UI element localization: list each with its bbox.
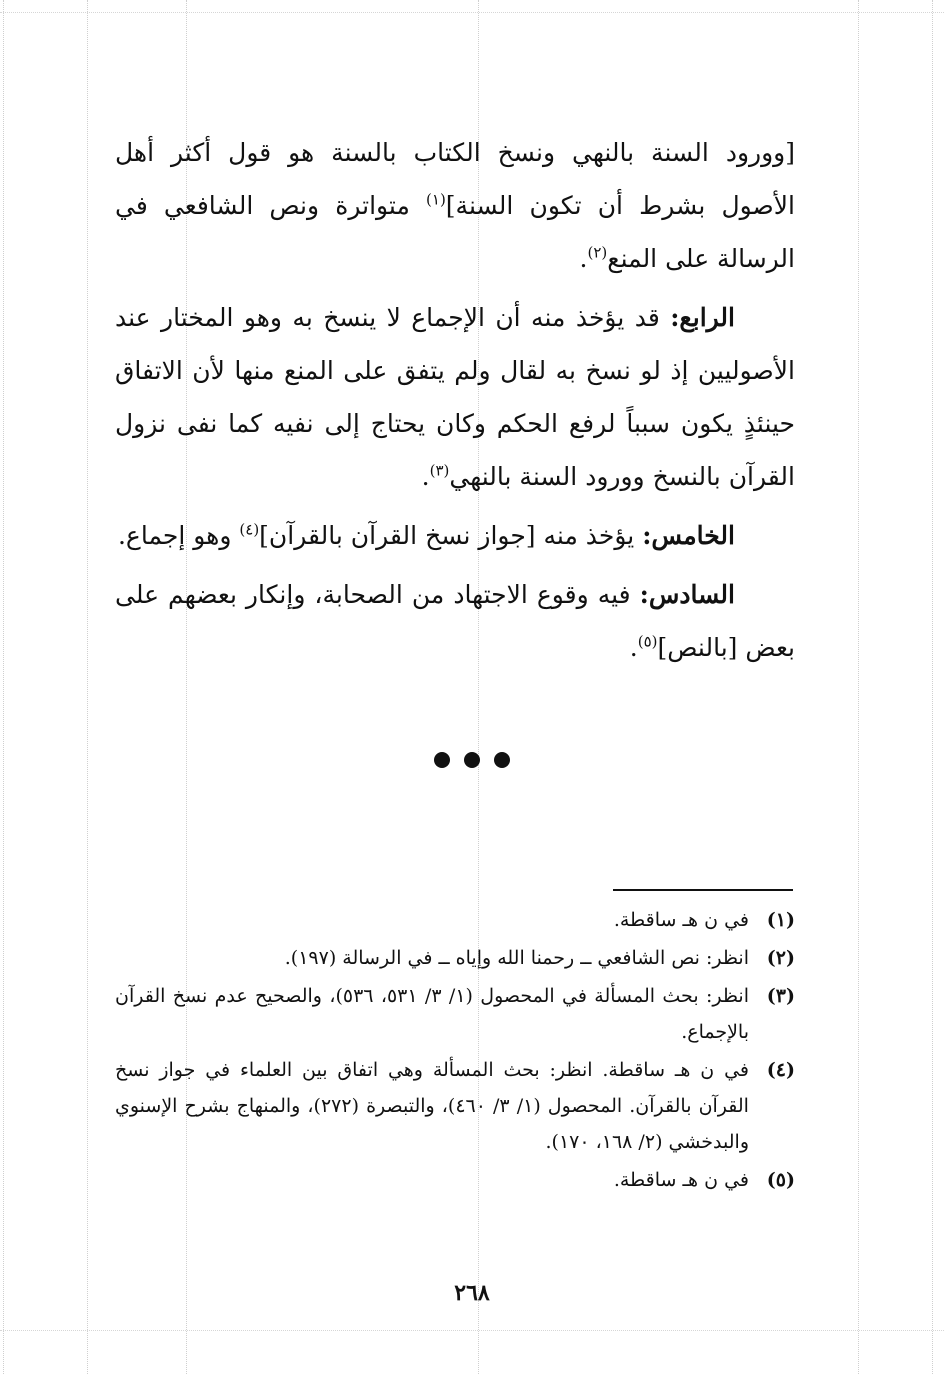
paragraph-text: . [579,244,588,273]
separator-dot [464,752,480,768]
paragraph-text: وهو إجماع. [117,521,240,550]
paragraph-lead: الرابع: [670,303,735,332]
footnote-ref: (٢) [587,243,608,262]
footnote-ref: (٤) [239,520,260,539]
main-text [115,126,795,680]
footnote-text: في ن هـ ساقطة. انظر: بحث المسألة وهي اتفاق بين العلماء في جواز نسخ القرآن بالقرآن. المحصول (١/ ٣/ ٤٦٠)، والتبصرة (٢٧٢)، والمنهاج بشرح الإسنوي والبدخشي (٢/ ١٦٨، ١٧٠). [115,1059,749,1153]
footnote-rule [613,889,793,891]
paragraph-text: . [421,462,430,491]
footnote-text: انظر: بحث المسألة في المحصول (١/ ٣/ ٥٣١، ٥٣٦)، والصحيح عدم نسخ القرآن بالإجماع. [115,985,749,1043]
footnote-text: في ن هـ ساقطة. [613,1169,749,1191]
footnote-text: انظر: نص الشافعي ــ رحمنا الله وإياه ــ في الرسالة (١٩٧). [284,947,749,969]
separator-dot [434,752,450,768]
paragraph-4 [115,568,795,674]
scan-line [0,12,944,13]
paragraph-lead: السادس: [639,580,735,609]
paragraph-2 [115,291,795,503]
footnote-number: (٤) [766,1059,795,1081]
paragraph-text: يؤخذ منه [جواز نسخ القرآن بالقرآن] [259,521,643,550]
footnote-item [115,940,795,976]
paragraph-text: . [629,633,638,662]
section-separator [0,752,944,772]
paragraph-3 [115,509,795,562]
footnote-ref: (١) [426,190,446,209]
paragraph-1 [115,126,795,285]
footnote-ref: (٥) [637,632,658,651]
footnotes [115,902,795,1200]
footnote-item [115,978,795,1050]
scan-line [87,0,88,1374]
scan-line [3,0,4,1374]
paragraph-text: متواترة ونص الشافعي في الرسالة على المنع [115,191,795,273]
paragraph-lead: الخامس: [642,521,735,550]
separator-dot [494,752,510,768]
paragraph-text: فيه وقوع الاجتهاد من الصحابة، وإنكار بعضهم على بعض [بالنص] [115,580,795,662]
footnote-number: (٢) [766,947,795,969]
footnote-text: في ن هـ ساقطة. [613,909,749,931]
scan-line [932,0,933,1374]
scan-line [0,1330,944,1331]
footnote-item [115,902,795,938]
paragraph-text: قد يؤخذ منه أن الإجماع لا ينسخ به وهو المختار عند الأصوليين إذ لو نسخ به لقال ولم يتفق على المنع منها لأن الاتفاق حينئذٍ يكون سبباً لرفع الحكم وكان يحتاج إلى نفيه كما نفى نزول القرآن بالنسخ وورود السنة بالنهي [115,303,795,491]
footnote-ref: (٣) [429,461,450,480]
footnote-item [115,1052,795,1160]
footnote-number: (١) [766,909,795,931]
footnote-item [115,1162,795,1198]
footnote-number: (٥) [766,1169,795,1191]
footnote-number: (٣) [766,985,795,1007]
paragraph-text: [وورود السنة بالنهي ونسخ الكتاب بالسنة هو قول أكثر أهل الأصول بشرط أن تكون السنة] [115,138,795,220]
scan-line [858,0,859,1374]
page-number: ٢٦٨ [454,1280,490,1306]
